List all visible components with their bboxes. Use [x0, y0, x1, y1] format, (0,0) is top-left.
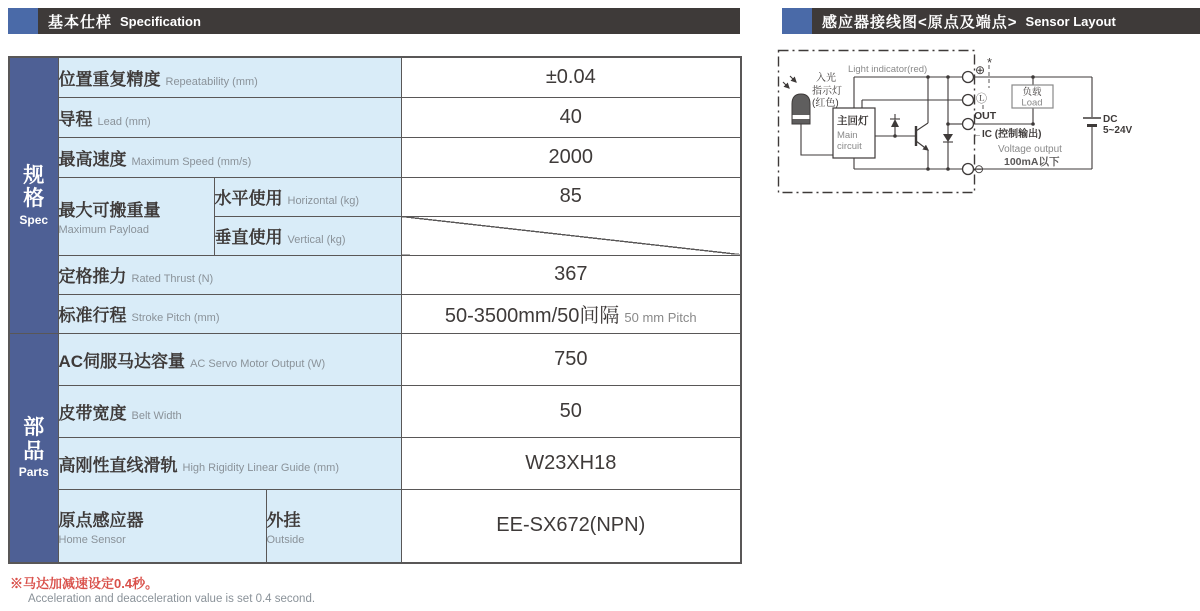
value-vertical-payload-na-cell	[401, 216, 741, 255]
ic-output-label: ←IC (控制输出)	[972, 129, 1042, 140]
plus-terminal-symbol: ⊕	[975, 63, 986, 77]
label-en: Stroke Pitch (mm)	[131, 312, 220, 324]
sub-label-vertical	[214, 216, 401, 255]
battery-icon	[1083, 118, 1101, 126]
load-label-en: Load	[1021, 97, 1043, 109]
terminal-circles	[963, 72, 974, 175]
out-label: OUT	[974, 110, 997, 122]
sensor-wiring-diagram	[770, 38, 1200, 208]
label-en: Lead (mm)	[97, 115, 151, 128]
main-circuit-label-zh: 主回灯	[837, 115, 869, 127]
terminal-plus-circle	[963, 72, 974, 83]
led-icon	[792, 94, 810, 124]
value-repeatability: ±0.04	[401, 57, 741, 97]
dc-range-label: 5~24V	[1103, 125, 1133, 136]
voltage-output-label: Voltage output	[998, 144, 1062, 155]
section-spec-zh: 规格	[23, 163, 45, 211]
label-zh: 原点感应器	[58, 510, 144, 530]
current-limit-label: 100mA以下	[1004, 156, 1060, 168]
specification-table	[8, 56, 742, 564]
stroke-pitch-suffix: 50 mm Pitch	[624, 310, 697, 325]
specification-title-en: Specification	[120, 13, 201, 29]
row-label-servo-output	[58, 333, 401, 385]
main-circuit-label-en2: circuit	[837, 141, 862, 152]
section-header-parts	[9, 333, 58, 563]
label-zh: 最高速度	[58, 149, 127, 169]
blue-accent-square	[782, 8, 812, 34]
section-header-spec	[9, 57, 58, 333]
label-en: Belt Width	[131, 409, 182, 422]
label-zh: 定格推力	[58, 267, 127, 286]
sensor-layout-header-bar	[782, 8, 1200, 34]
row-label-rated-thrust	[58, 255, 401, 294]
value-rated-thrust: 367	[401, 255, 741, 294]
label-en: Outside	[266, 533, 305, 546]
label-en: AC Servo Motor Output (W)	[190, 357, 326, 370]
label-zh: 最大可搬重量	[58, 201, 161, 220]
section-parts-zh: 部品	[23, 416, 45, 463]
specification-header-bar	[8, 8, 740, 34]
specification-title-zh: 基本仕样	[48, 13, 113, 31]
label-zh: 皮带宽度	[58, 403, 127, 423]
label-en: Vertical (kg)	[287, 234, 346, 246]
row-label-repeatability	[58, 57, 401, 97]
zener-diode-icon	[890, 114, 900, 136]
transistor-icon	[916, 123, 928, 150]
sensor-layout-header-title	[812, 8, 1200, 34]
label-zh: 位置重复精度	[58, 69, 161, 89]
footnote-zh: ※马达加减速设定0.4秒。	[10, 576, 159, 591]
row-label-linear-guide	[58, 437, 401, 489]
load-label-zh: 负载	[1022, 87, 1042, 98]
stroke-pitch-main: 50-3500mm/50间隔	[444, 305, 620, 327]
row-label-belt-width	[58, 385, 401, 437]
minus-terminal-symbol: ⊖	[974, 162, 985, 176]
label-en: Horizontal (kg)	[287, 195, 360, 207]
label-en: Repeatability (mm)	[165, 75, 258, 88]
main-circuit-label-en1: Main	[837, 130, 858, 141]
blue-accent-square	[8, 8, 38, 34]
l-terminal-symbol: Ⓛ	[976, 93, 987, 105]
value-max-speed: 2000	[401, 137, 741, 177]
label-zh: 导程	[58, 109, 93, 129]
label-zh: 标准行程	[58, 306, 127, 325]
row-label-lead	[58, 97, 401, 137]
sensor-layout-title-en: Sensor Layout	[1025, 13, 1116, 29]
label-en: Home Sensor	[58, 533, 126, 546]
label-zh: 高刚性直线滑轨	[58, 455, 178, 475]
label-en: Maximum Payload	[58, 224, 149, 236]
label-zh: AC伺服马达容量	[58, 351, 186, 371]
value-stroke-pitch	[401, 294, 741, 333]
value-horizontal-payload: 85	[401, 177, 741, 216]
main-circuit-box	[833, 108, 875, 158]
section-parts-en: Parts	[18, 465, 49, 480]
label-en: Rated Thrust (N)	[131, 273, 214, 285]
terminal-out-circle	[963, 119, 974, 130]
row-label-home-sensor	[58, 489, 266, 563]
asterisk-mark: *	[987, 55, 993, 70]
value-home-sensor: EE-SX672(NPN)	[401, 489, 741, 563]
incident-light-label: 入光	[816, 73, 836, 84]
label-zh: 外挂	[266, 510, 301, 530]
value-lead: 40	[401, 97, 741, 137]
specification-header-title	[38, 8, 740, 34]
zener-diode-icon	[943, 134, 953, 142]
sensor-layout-title-zh: 感应器接线图<原点及端点>	[822, 13, 1018, 31]
section-spec-en: Spec	[19, 212, 49, 227]
sub-label-outside	[266, 489, 401, 563]
label-en: Maximum Speed (mm/s)	[131, 155, 252, 168]
dc-label: DC	[1103, 114, 1118, 125]
label-en: High Rigidity Linear Guide (mm)	[182, 461, 339, 474]
value-servo-output: 750	[401, 333, 741, 385]
light-ray-arrows-icon	[783, 76, 796, 88]
indicator-lamp-label: 指示灯	[812, 86, 842, 97]
value-linear-guide: W23XH18	[401, 437, 741, 489]
load-box	[1012, 85, 1053, 109]
row-label-max-payload	[58, 177, 214, 255]
light-indicator-label: Light indicator(red)	[848, 64, 928, 75]
footnote-en: Acceleration and deacceleration value is set 0.4 second.	[28, 593, 316, 605]
label-zh: 水平使用	[214, 189, 283, 208]
terminal-l-circle	[963, 95, 974, 106]
label-zh: 垂直使用	[214, 228, 283, 247]
sub-label-horizontal	[214, 177, 401, 216]
row-label-stroke-pitch	[58, 294, 401, 333]
row-label-max-speed	[58, 137, 401, 177]
terminal-minus-circle	[963, 164, 974, 175]
value-belt-width: 50	[401, 385, 741, 437]
red-color-label: (红色)	[812, 98, 839, 109]
